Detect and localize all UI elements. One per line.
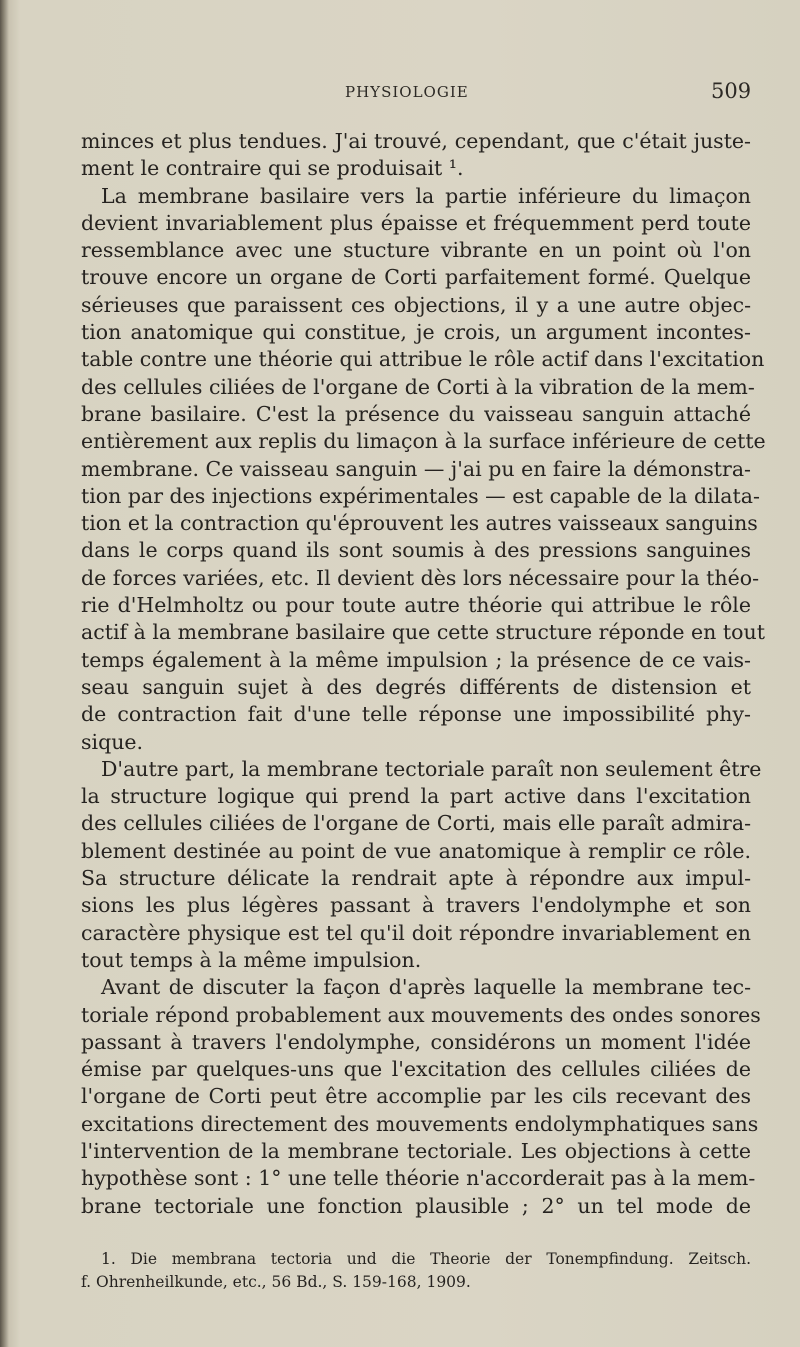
text-line: Avant de discuter la façon d'après laquelle la membrane tec- <box>101 975 751 1000</box>
body-text <box>81 128 766 1220</box>
text-line: blement destinée au point de vue anatomique à remplir ce rôle. <box>81 838 751 863</box>
text-line: des cellules ciliées de l'organe de Corti, mais elle paraît admira- <box>81 811 751 836</box>
text-line: tion et la contraction qu'éprouvent les autres vaisseaux sanguins <box>81 511 758 536</box>
text-line: trouve encore un organe de Corti parfaitement formé. Quelque <box>81 265 751 290</box>
text-line: l'organe de Corti peut être accomplie par les cils recevant des <box>81 1084 751 1109</box>
text-line: toriale répond probablement aux mouvements des ondes sonores <box>81 1002 761 1027</box>
text-line: brane tectoriale une fonction plausible ; 2° un tel mode de <box>81 1193 751 1218</box>
text-line: la structure logique qui prend la part active dans l'excitation <box>81 784 751 809</box>
text-line: seau sanguin sujet à des degrés différents de distension et <box>81 674 751 699</box>
text-line: passant à travers l'endolymphe, considérons un moment l'idée <box>81 1029 751 1054</box>
text-line: tion par des injections expérimentales — est capable de la dilata- <box>81 483 760 508</box>
text-line: tout temps à la même impulsion. <box>81 947 422 972</box>
text-line: émise par quelques-uns que l'excitation des cellules ciliées de <box>81 1057 751 1082</box>
text-line: ressemblance avec une stucture vibrante en un point où l'on <box>81 238 751 263</box>
text-line: l'intervention de la membrane tectoriale. Les objections à cette <box>81 1138 751 1163</box>
text-line: ment le contraire qui se produisait ¹. <box>81 156 464 181</box>
text-line: Sa structure délicate la rendrait apte à répondre aux impul- <box>81 866 751 891</box>
text-line: minces et plus tendues. J'ai trouvé, cependant, que c'était juste- <box>81 129 751 153</box>
text-line: des cellules ciliées de l'organe de Corti à la vibration de la mem- <box>81 374 755 399</box>
text-line: sérieuses que paraissent ces objections, il y a une autre objec- <box>81 292 751 317</box>
text-line: temps également à la même impulsion ; la présence de ce vais- <box>81 647 751 672</box>
text-line: dans le corps quand ils sont soumis à des pressions sanguines <box>81 538 751 563</box>
page-number: 509 <box>711 79 752 103</box>
footnote-line: f. Ohrenheilkunde, etc., 56 Bd., S. 159-168, 1909. <box>81 1273 471 1291</box>
text-line: entièrement aux replis du limaçon à la surface inférieure de cette <box>81 429 766 454</box>
text-line: D'autre part, la membrane tectoriale paraît non seulement être <box>101 756 762 781</box>
footnotes <box>81 1248 751 1294</box>
text-line: table contre une théorie qui attribue le rôle actif dans l'excitation <box>81 347 765 372</box>
text-line: brane basilaire. C'est la présence du vaisseau sanguin attaché <box>81 401 751 426</box>
text-line: sions les plus légères passant à travers l'endolymphe et son <box>81 893 751 918</box>
text-line: excitations directement des mouvements endolymphatiques sans <box>81 1111 759 1136</box>
text-line: devient invariablement plus épaisse et fréquemment perd toute <box>81 210 751 235</box>
running-head: PHYSIOLOGIE <box>345 83 469 101</box>
page-header <box>0 79 800 109</box>
footnote-line: 1. Die membrana tectoria und die Theorie der Tonempfindung. Zeitsch. <box>101 1250 751 1268</box>
text-line: caractère physique est tel qu'il doit répondre invariablement en <box>81 920 751 945</box>
text-line: rie d'Helmholtz ou pour toute autre théorie qui attribue le rôle <box>81 593 751 618</box>
text-line: tion anatomique qui constitue, je crois, un argument incontes- <box>81 320 751 345</box>
text-line: de contraction fait d'une telle réponse une impossibilité phy- <box>81 702 751 727</box>
text-line: La membrane basilaire vers la partie inférieure du limaçon <box>101 183 751 208</box>
text-line: de forces variées, etc. Il devient dès lors nécessaire pour la théo- <box>81 565 760 590</box>
text-line: membrane. Ce vaisseau sanguin — j'ai pu en faire la démonstra- <box>81 456 751 481</box>
text-line: sique. <box>81 729 144 754</box>
text-line: hypothèse sont : 1° une telle théorie n'accorderait pas à la mem- <box>81 1166 756 1191</box>
text-line: actif à la membrane basilaire que cette structure réponde en tout <box>81 620 765 645</box>
